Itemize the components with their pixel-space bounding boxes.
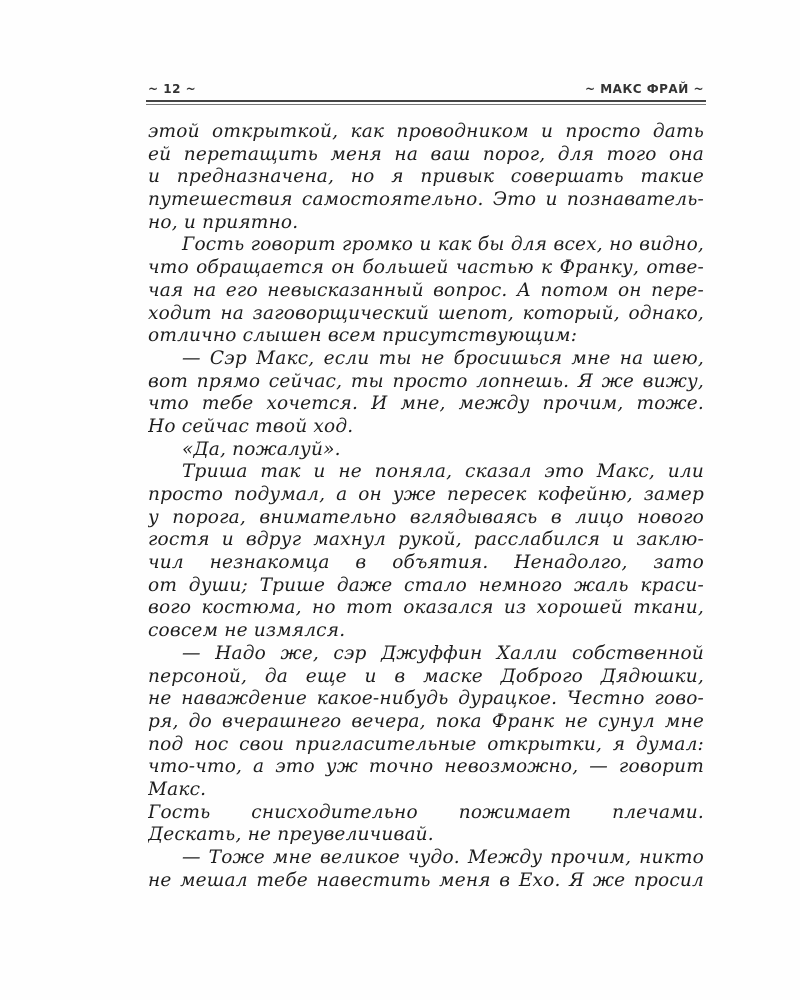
- header-rule-thick: [146, 100, 706, 102]
- text-line: ей перетащить меня на ваш порог, для того она: [148, 143, 704, 165]
- text-line: — Надо же, сэр Джуффин Халли собственной: [182, 642, 704, 664]
- text-line: — Тоже мне великое чудо. Между прочим, никто: [182, 847, 704, 868]
- text-line: Макс.: [148, 778, 207, 800]
- text-line: ря, до вчерашнего вечера, пока Франк не сунул мне: [148, 710, 704, 732]
- text-line: чая на его невысказанный вопрос. А потом он пере-: [148, 279, 704, 301]
- text-line: что-что, а это уж точно невозможно, — говорит: [148, 756, 704, 778]
- text-line: что тебе хочется. И мне, между прочим, тоже.: [148, 393, 704, 415]
- text-line: этой открыткой, как проводником и просто дать: [148, 121, 704, 142]
- header-rule-thin: [146, 104, 706, 105]
- text-line: Гость снисходительно пожимает плечами.: [148, 801, 704, 823]
- text-line: отлично слышен всем присутствующим:: [148, 325, 578, 347]
- text-line: у порога, внимательно вглядываясь в лицо нового: [148, 506, 704, 528]
- text-line: совсем не измялся.: [148, 620, 346, 642]
- text-line: что обращается он большей частью к Франку, отве-: [148, 257, 704, 279]
- running-title: ~ МАКС ФРАЙ ~: [584, 82, 704, 96]
- text-line: — Сэр Макс, если ты не бросишься мне на шею,: [182, 347, 704, 369]
- text-line: ходит на заговорщический шепот, который, однако,: [148, 302, 704, 324]
- text-line: «Да, пожалуй».: [182, 438, 341, 460]
- text-line: Дескать, не преувеличивай.: [148, 824, 434, 846]
- running-header: [146, 80, 706, 98]
- text-line: Но сейчас твой ход.: [148, 415, 354, 437]
- text-line: от души; Трише даже стало немного жаль краси-: [148, 574, 704, 596]
- text-line: Триша так и не поняла, сказал это Макс, или: [182, 461, 704, 483]
- text-line: но, и приятно.: [148, 211, 299, 233]
- text-line: гостя и вдруг махнул рукой, расслабился и заклю-: [148, 529, 704, 551]
- body-text: [148, 121, 704, 892]
- text-line: вот прямо сейчас, ты просто лопнешь. Я же вижу,: [148, 370, 704, 392]
- text-line: Гость говорит громко и как бы для всех, но видно,: [182, 234, 704, 256]
- text-line: персоной, да еще и в маске Доброго Дядюшки,: [148, 665, 704, 687]
- text-line: просто подумал, а он уже пересек кофейню, замер: [148, 484, 704, 505]
- text-line: и предназначена, но я привык совершать такие: [148, 166, 704, 188]
- text-line: вого костюма, но тот оказался из хорошей ткани,: [148, 597, 704, 619]
- text-line: не мешал тебе навестить меня в Ехо. Я же просил: [148, 869, 704, 891]
- text-line: путешествия самостоятельно. Это и познаватель-: [148, 189, 704, 211]
- text-line: не наваждение какое-нибудь дурацкое. Честно гово-: [148, 688, 704, 710]
- text-line: чил незнакомца в объятия. Ненадолго, зато: [148, 552, 704, 574]
- text-line: под нос свои пригласительные открытки, я думал:: [148, 733, 704, 755]
- page-number: ~ 12 ~: [148, 82, 197, 96]
